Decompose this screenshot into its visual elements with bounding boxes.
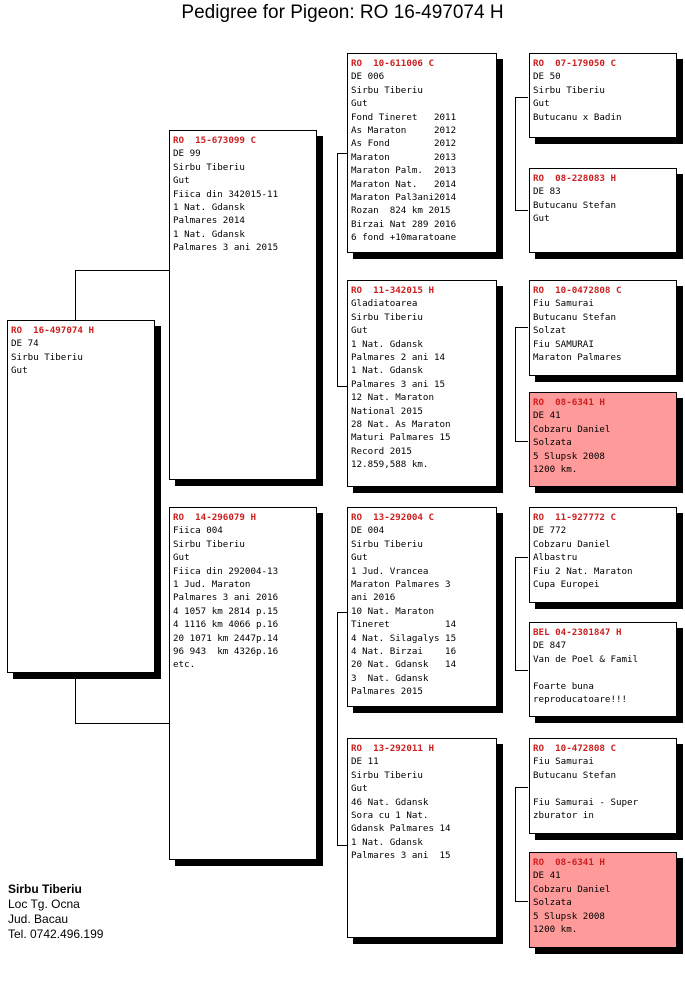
pedigree-line: Fiica 004: [173, 525, 223, 537]
ring-number: RO 10-472808 C: [533, 743, 616, 754]
pedigree-line: Solzat: [533, 325, 567, 337]
pedigree-line: 1 Jud. Vrancea: [351, 565, 429, 577]
pedigree-card-sire: [169, 130, 317, 480]
ring-number: RO 10-0472808 C: [533, 285, 622, 296]
pedigree-card-dds: [529, 738, 677, 834]
pedigree-line: Maraton Pal3ani2014: [351, 192, 457, 204]
pedigree-line: 1 Nat. Gdansk: [173, 202, 245, 214]
pedigree-line: Gut: [533, 213, 550, 225]
ring-number: RO 11-342015 H: [351, 285, 434, 296]
pedigree-line: Tineret 14: [351, 619, 457, 631]
pedigree-line: [533, 666, 673, 679]
pedigree-line: Gut: [351, 325, 368, 337]
pedigree-line: DE 11: [351, 756, 379, 768]
ring-number: RO 13-292004 C: [351, 512, 434, 523]
pedigree-line: As Fond 2012: [351, 138, 457, 150]
page-title: Pedigree for Pigeon: RO 16-497074 H: [181, 2, 504, 23]
pedigree-line: 6 fond +10maratoane: [351, 232, 457, 244]
pedigree-line: Cobzaru Daniel: [533, 423, 611, 435]
pedigree-line: Sirbu Tiberiu: [173, 538, 245, 550]
pedigree-line: 4 1116 km 4066 p.16: [173, 619, 279, 631]
pedigree-line: 12 Nat. Maraton: [351, 392, 434, 404]
pedigree-line: National 2015: [351, 405, 423, 417]
breeder-phone: Tel. 0742.496.199: [8, 927, 104, 941]
pedigree-line: 1 Nat. Gdansk: [351, 338, 423, 350]
pedigree-line: Butucanu x Badin: [533, 111, 622, 123]
pedigree-line: 4 Nat. Silagalys 15: [351, 632, 457, 644]
pedigree-line: Fiica din 342015-11: [173, 188, 279, 200]
pedigree-line: Palmares 3 ani 2016: [173, 592, 279, 604]
pedigree-line: Birzai Nat 289 2016: [351, 218, 457, 230]
pedigree-card-dss: [529, 507, 677, 603]
connector-sd: [515, 327, 516, 441]
pedigree-line: Sirbu Tiberiu: [11, 351, 83, 363]
pedigree-line: Maraton 2013: [351, 151, 457, 163]
pedigree-line: Maraton Palmares 3: [351, 579, 451, 591]
ring-number: RO 07-179050 C: [533, 58, 616, 69]
pedigree-line: Fond Tineret 2011: [351, 111, 457, 123]
connector-dam: [337, 612, 338, 845]
connector-subject-dam: [75, 723, 169, 724]
pedigree-line: etc.: [173, 659, 196, 671]
connector-ds-bottom: [515, 670, 528, 671]
pedigree-line: DE 50: [533, 71, 561, 83]
pedigree-line: Solzata: [533, 437, 572, 449]
ring-number: RO 11-927772 C: [533, 512, 616, 523]
ring-number: RO 08-6341 H: [533, 857, 605, 868]
pedigree-line: 4 1057 km 2814 p.15: [173, 605, 279, 617]
pedigree-line: Record 2015: [351, 445, 412, 457]
pedigree-line: Maraton Palm. 2013: [351, 165, 457, 177]
pedigree-line: [533, 782, 673, 795]
pedigree-line: Gladiatoarea: [351, 298, 418, 310]
pedigree-line: Sirbu Tiberiu: [533, 84, 605, 96]
connector-dd-top: [515, 787, 528, 788]
pedigree-line: Van de Poel & Famil: [533, 653, 639, 665]
pedigree-line: 10 Nat. Maraton: [351, 605, 434, 617]
breeder-name: Sirbu Tiberiu: [8, 882, 82, 896]
pedigree-line: Sirbu Tiberiu: [351, 311, 423, 323]
breeder-county: Jud. Bacau: [8, 912, 69, 926]
pedigree-line: DE 41: [533, 410, 561, 422]
pedigree-line: Butucanu Stefan: [533, 769, 616, 781]
connector-ds-top: [515, 557, 528, 558]
connector-ss: [515, 97, 516, 210]
pedigree-line: 1 Jud. Maraton: [173, 579, 251, 591]
pedigree-line: Fiu Samurai: [533, 756, 594, 768]
pedigree-line: Solzata: [533, 897, 572, 909]
pedigree-line: Foarte buna: [533, 680, 594, 692]
pedigree-line: Gut: [173, 175, 190, 187]
pedigree-line: Palmares 2014: [173, 215, 245, 227]
pedigree-card-dam: [169, 507, 317, 860]
pedigree-card-ds: [347, 507, 497, 707]
pedigree-line: Fiica din 292004-13: [173, 565, 279, 577]
pedigree-line: 1 Nat. Gdansk: [351, 365, 423, 377]
pedigree-line: Gut: [173, 552, 190, 564]
pedigree-line: Butucanu Stefan: [533, 199, 616, 211]
pedigree-card-dd: [347, 738, 497, 938]
pedigree-line: DE 41: [533, 870, 561, 882]
pedigree-line: Albastru: [533, 552, 578, 564]
pedigree-line: 5 Slupsk 2008: [533, 910, 605, 922]
pedigree-line: 4 Nat. Birzai 16: [351, 646, 457, 658]
pedigree-line: DE 847: [533, 640, 567, 652]
ring-number: RO 13-292011 H: [351, 743, 434, 754]
pedigree-line: Sirbu Tiberiu: [173, 161, 245, 173]
pedigree-line: reproducatoare!!!: [533, 694, 628, 706]
pedigree-line: 1 Nat. Gdansk: [351, 836, 423, 848]
pedigree-line: Palmares 3 ani 2015: [173, 242, 279, 254]
pedigree-line: DE 83: [533, 186, 561, 198]
pedigree-line: Fiu SAMURAI: [533, 338, 594, 350]
pedigree-card-subject: [7, 320, 155, 673]
pedigree-line: 28 Nat. As Maraton: [351, 419, 451, 431]
pedigree-line: 3 Nat. Gdansk: [351, 672, 429, 684]
pedigree-line: Maraton Nat. 2014: [351, 178, 457, 190]
pedigree-line: Gut: [351, 98, 368, 110]
pedigree-line: As Maraton 2012: [351, 125, 457, 137]
pedigree-line: Maraton Palmares: [533, 352, 622, 364]
pedigree-line: 20 1071 km 2447p.14: [173, 632, 279, 644]
connector-subject-sire: [75, 270, 169, 271]
breeder-locality: Loc Tg. Ocna: [8, 897, 80, 911]
pedigree-line: 46 Nat. Gdansk: [351, 796, 429, 808]
connector-sire: [337, 153, 338, 386]
pedigree-line: Palmares 3 ani 15: [351, 378, 446, 390]
pedigree-line: Gut: [351, 783, 368, 795]
ring-number: BEL 04-2301847 H: [533, 627, 622, 638]
pedigree-card-ddd: [529, 852, 677, 948]
connector-ds: [515, 557, 516, 670]
pedigree-line: DE 74: [11, 338, 39, 350]
pedigree-line: Cobzaru Daniel: [533, 883, 611, 895]
pedigree-line: Palmares 2 ani 14: [351, 352, 446, 364]
pedigree-line: Gut: [533, 98, 550, 110]
breeder-info: [8, 882, 103, 942]
connector-sd-top: [515, 327, 528, 328]
pedigree-line: ani 2016: [351, 592, 396, 604]
ring-number: RO 08-6341 H: [533, 397, 605, 408]
pedigree-line: DE 004: [351, 525, 385, 537]
pedigree-card-sdd: [529, 392, 677, 487]
pedigree-line: Fiu Samurai: [533, 298, 594, 310]
pedigree-card-sss: [529, 53, 677, 138]
connector-dd-bottom: [515, 901, 528, 902]
pedigree-line: Sirbu Tiberiu: [351, 84, 423, 96]
pedigree-line: Sirbu Tiberiu: [351, 769, 423, 781]
pedigree-line: 1200 km.: [533, 464, 578, 476]
ring-number: RO 14-296079 H: [173, 512, 256, 523]
pedigree-line: Sirbu Tiberiu: [351, 538, 423, 550]
ring-number: RO 10-611006 C: [351, 58, 434, 69]
pedigree-line: 96 943 km 4326p.16: [173, 646, 279, 658]
pedigree-line: Gdansk Palmares 14: [351, 823, 451, 835]
pedigree-line: Fiu 2 Nat. Maraton: [533, 565, 633, 577]
pedigree-line: 5 Slupsk 2008: [533, 450, 605, 462]
pedigree-line: 1200 km.: [533, 924, 578, 936]
pedigree-card-ss: [347, 53, 497, 253]
pedigree-line: 20 Nat. Gdansk 14: [351, 659, 457, 671]
pedigree-card-ssd: [529, 168, 677, 253]
pedigree-line: Gut: [11, 365, 28, 377]
pedigree-card-dsd: [529, 622, 677, 717]
connector-ss-top: [515, 97, 528, 98]
pedigree-line: Maturi Palmares 15: [351, 432, 451, 444]
pedigree-line: Rozan 824 km 2015: [351, 205, 451, 217]
pedigree-line: DE 006: [351, 71, 385, 83]
pedigree-line: Palmares 3 ani 15: [351, 850, 451, 862]
pedigree-line: Sora cu 1 Nat.: [351, 810, 429, 822]
pedigree-card-sds: [529, 280, 677, 376]
pedigree-line: 1 Nat. Gdansk: [173, 228, 245, 240]
ring-number: RO 16-497074 H: [11, 325, 94, 336]
pedigree-line: DE 772: [533, 525, 567, 537]
connector-ss-bottom: [515, 210, 528, 211]
pedigree-line: Cobzaru Daniel: [533, 538, 611, 550]
pedigree-line: zburator in: [533, 810, 594, 822]
pedigree-line: 12.859,588 km.: [351, 459, 429, 471]
connector-sd-bottom: [515, 441, 528, 442]
pedigree-line: DE 99: [173, 148, 201, 160]
pedigree-card-sd: [347, 280, 497, 487]
connector-dd: [515, 787, 516, 901]
pedigree-line: Palmares 2015: [351, 686, 423, 698]
pedigree-line: Butucanu Stefan: [533, 311, 616, 323]
ring-number: RO 15-673099 C: [173, 135, 256, 146]
pedigree-line: Gut: [351, 552, 368, 564]
pedigree-line: Cupa Europei: [533, 579, 600, 591]
pedigree-line: Fiu Samurai - Super: [533, 796, 639, 808]
ring-number: RO 08-228083 H: [533, 173, 616, 184]
